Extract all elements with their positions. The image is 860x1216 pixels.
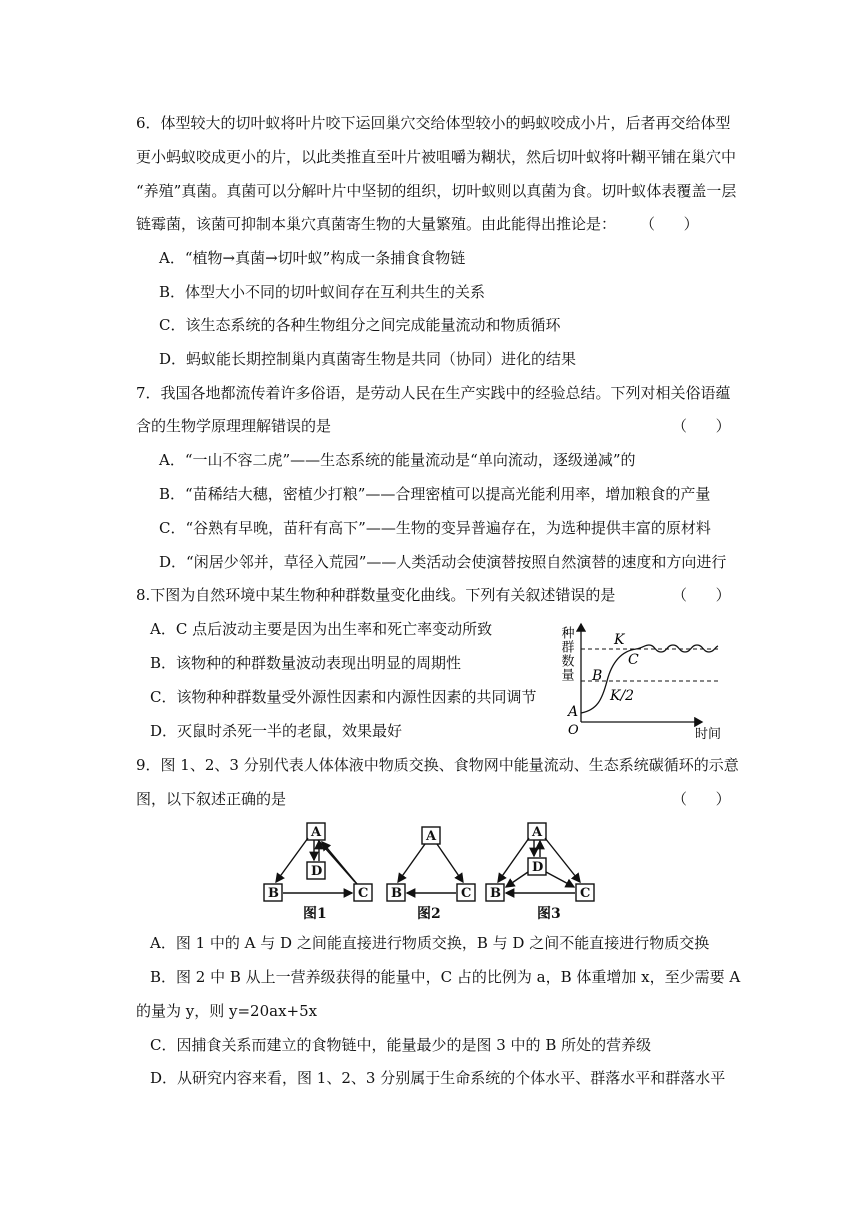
q7-option-d: D．“闲居少邻并，草径入荒园”——人类活动会使演替按照自然演替的速度和方向进行 xyxy=(159,553,727,571)
q6-stem-line-4: 链霉菌，该菌可抑制本巢穴真菌寄生物的大量繁殖。由此能得出推论是： xyxy=(136,215,617,233)
q6-option-c: C．该生态系统的各种生物组分之间完成能量流动和物质循环 xyxy=(159,316,561,334)
fig3-caption: 图3 xyxy=(537,906,561,922)
fig1-node-b: B xyxy=(268,886,279,901)
label-b: B xyxy=(592,668,603,684)
q7-answer-paren: （ ） xyxy=(672,417,731,435)
q9-stem-line-2: 图，以下叙述正确的是 xyxy=(136,790,287,808)
q8-answer-paren: （ ） xyxy=(672,586,731,604)
fig2-node-b: B xyxy=(391,886,402,901)
fig1-caption: 图1 xyxy=(303,906,327,922)
y-axis-label: 种群数量 xyxy=(558,626,574,682)
q8-option-d: D．灭鼠时杀死一半的老鼠，效果最好 xyxy=(150,722,403,740)
q9-option-d: D．从研究内容来看，图 1、2、3 分别属于生命系统的个体水平、群落水平和群落水平 xyxy=(150,1069,726,1087)
q7-option-a: A．“一山不容二虎”——生态系统的能量流动是“单向流动，逐级递减”的 xyxy=(159,451,636,469)
fig3-node-d: D xyxy=(532,860,544,875)
fig1-node-a: A xyxy=(311,825,322,840)
label-k-half: K/2 xyxy=(610,688,635,704)
q7-stem-line-1: 7．我国各地都流传着许多俗语，是劳动人民在生产实践中的经验总结。下列对相关俗语蕴 xyxy=(136,384,731,402)
origin-label: O xyxy=(568,723,579,738)
q6-option-b: B．体型大小不同的切叶蚁间存在互利共生的关系 xyxy=(159,283,486,301)
figure-3-text xyxy=(490,825,590,922)
label-c: C xyxy=(628,652,639,668)
q9-answer-paren: （ ） xyxy=(672,790,731,808)
q8-option-c: C．该物种种群数量受外源性因素和内源性因素的共同调节 xyxy=(150,688,537,706)
q9-option-c: C．因捕食关系而建立的食物链中，能量最少的是图 3 中的 B 所处的营养级 xyxy=(150,1036,652,1054)
q9-figures xyxy=(258,820,610,924)
q9-option-b: B．图 2 中 B 从上一营养级获得的能量中，C 占的比例为 a，B 体重增加 x，至少需要 A xyxy=(150,968,741,986)
fig1-node-c: C xyxy=(358,886,369,901)
q6-answer-paren: （ ） xyxy=(640,215,699,233)
q8-stem: 8.下图为自然环境中某生物种种群数量变化曲线。下列有关叙述错误的是 xyxy=(136,586,616,604)
label-k: K xyxy=(614,632,625,648)
fig3-node-b: B xyxy=(490,886,501,901)
population-growth-chart xyxy=(552,618,732,742)
fig3-node-c: C xyxy=(580,886,591,901)
q9-stem-line-1: 9．图 1、2、3 分别代表人体体液中物质交换、食物网中能量流动、生态系统碳循环的示意 xyxy=(136,756,739,774)
q7-stem-line-2: 含的生物学原理理解错误的是 xyxy=(136,417,332,435)
q6-stem-line-1: 6．体型较大的切叶蚁将叶片咬下运回巢穴交给体型较小的蚂蚁咬成小片，后者再交给体型 xyxy=(136,114,731,132)
fig2-caption: 图2 xyxy=(417,906,441,922)
fig2-node-a: A xyxy=(426,829,437,844)
figure-1-text xyxy=(268,825,368,922)
fig2-node-c: C xyxy=(461,886,472,901)
fig3-node-a: A xyxy=(532,825,543,840)
q6-stem-line-2: 更小蚂蚁咬成更小的片，以此类推直至叶片被咀嚼为糊状，然后切叶蚁将叶糊平铺在巢穴中 xyxy=(136,148,737,166)
label-a: A xyxy=(568,704,579,720)
x-axis-label: 时间 xyxy=(695,727,722,742)
q7-option-b: B．“苗稀结大穗，密植少打粮”——合理密植可以提高光能利用率，增加粮食的产量 xyxy=(159,485,711,503)
q7-option-c: C．“谷熟有早晚，苗秆有高下”——生物的变异普遍存在，为选种提供丰富的原材料 xyxy=(159,519,711,537)
q6-option-d: D．蚂蚁能长期控制巢内真菌寄生物是共同（协同）进化的结果 xyxy=(159,350,577,368)
q8-option-a: A．C 点后波动主要是因为出生率和死亡率变动所致 xyxy=(150,620,493,638)
q9-option-b-cont: 的量为 y，则 y=20ax+5x xyxy=(136,1002,318,1020)
q9-option-a: A．图 1 中的 A 与 D 之间能直接进行物质交换，B 与 D 之间不能直接进行物质交换 xyxy=(150,934,710,952)
q8-option-b: B．该物种的种群数量波动表现出明显的周期性 xyxy=(150,654,462,672)
q6-option-a: A．“植物→真菌→切叶蚁”构成一条捕食食物链 xyxy=(159,249,466,267)
q6-stem-line-3: “养殖”真菌。真菌可以分解叶片中坚韧的组织，切叶蚁则以真菌为食。切叶蚁体表覆盖一层 xyxy=(136,182,737,200)
fig1-node-d: D xyxy=(311,864,323,879)
